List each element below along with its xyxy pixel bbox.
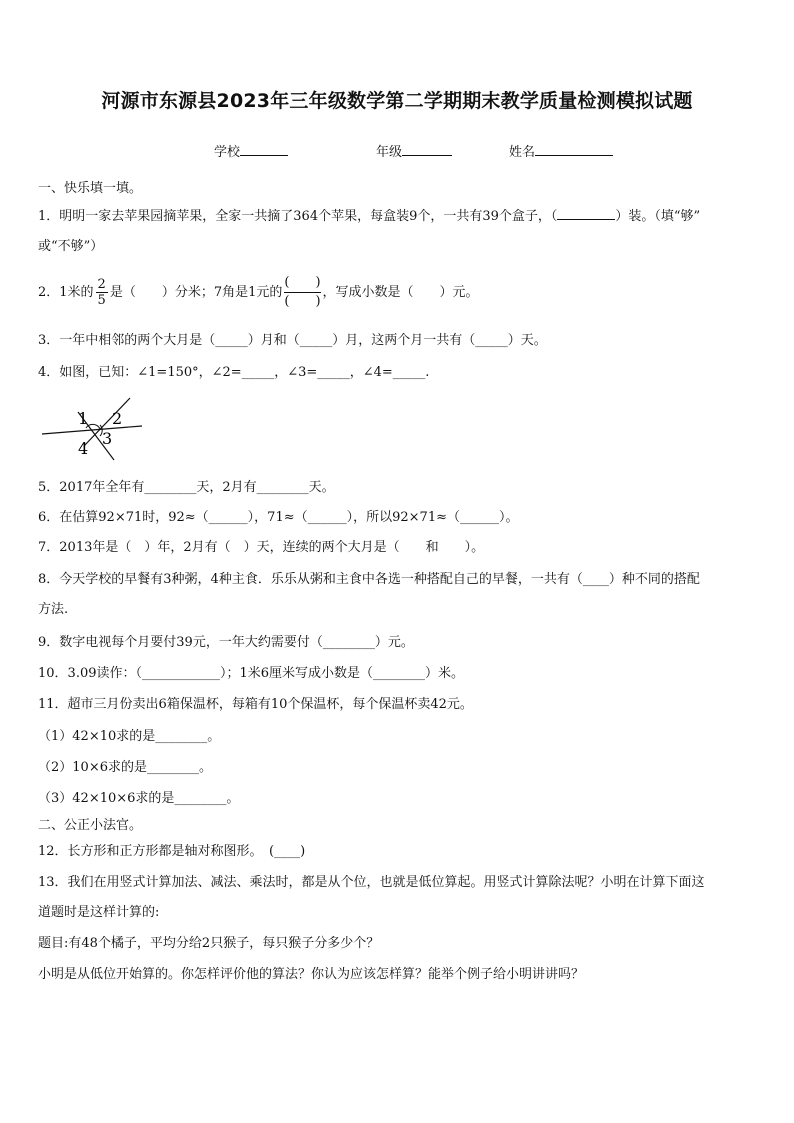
angle-label-4: 4 (78, 439, 89, 458)
name-field (509, 141, 613, 160)
blank-fraction[interactable] (284, 274, 320, 311)
angle-label-1: 1 (78, 409, 89, 428)
question-9: 9．数字电视每个月要付39元，一年大约需要付（________）元。 (38, 635, 414, 650)
question-13-prompt: 小明是从低位开始算的。你怎样评价他的算法？你认为应该怎样算？能举个例子给小明讲讲吗？ (38, 967, 585, 982)
school-label: 学校 (214, 145, 241, 160)
question-1-cont: 或“不够”） (38, 239, 104, 254)
question-13-problem: 题目:有48个橘子，平均分给2只猴子，每只猴子分多少个？ (38, 936, 380, 951)
grade-field (376, 141, 452, 160)
question-6: 6．在估算92×71时，92≈（______），71≈（______），所以92×71≈（______）。 (38, 510, 519, 525)
blank-fraction-numerator: ( ) (284, 274, 320, 293)
grade-blank[interactable] (402, 142, 452, 156)
angle-label-2: 2 (112, 409, 123, 428)
question-8: 8．今天学校的早餐有3种粥，4种主食．乐乐从粥和主食中各选一种搭配自己的早餐，一共有（____）种不同的搭配 (38, 572, 700, 587)
question-1-text-a: 1．明明一家去苹果园摘苹果，全家一共摘了364个苹果，每盒装9个，一共有39个盒子，（ (38, 209, 558, 224)
question-11-part-2: （2）10×6求的是________。 (38, 760, 212, 775)
question-12: 12．长方形和正方形都是轴对称图形。 (____) (38, 844, 306, 859)
fraction-denominator: 5 (97, 293, 106, 308)
question-13: 13．我们在用竖式计算加法、减法、乘法时，都是从个位，也就是低位算起。用竖式计算除法呢？小明在计算下面这 (38, 875, 705, 890)
school-field (214, 141, 288, 160)
question-3: 3．一年中相邻的两个大月是（_____）月和（_____）月，这两个月一共有（_____）天。 (38, 333, 547, 348)
fraction-two-fifths (96, 277, 108, 308)
question-5: 5．2017年全年有________天，2月有________天。 (38, 480, 335, 495)
section-1-heading: 一、快乐填一填。 (38, 181, 143, 196)
question-1 (38, 206, 700, 227)
question-2-text-a: 2．1米的 (38, 285, 94, 300)
question-1-text-b: ）装。（填“够” (615, 209, 701, 224)
question-2-text-c: ，写成小数是（ ）元。 (322, 285, 479, 300)
name-label: 姓名 (509, 145, 536, 160)
question-7: 7．2013年是（ ）年，2月有（ ）天，连续的两个大月是（ 和 ）。 (38, 540, 485, 555)
intersecting-lines-figure (38, 396, 148, 462)
grade-label: 年级 (376, 145, 403, 160)
question-8-cont: 方法. (38, 602, 69, 617)
question-13-cont: 道题时是这样计算的: (38, 905, 160, 920)
page-title: 河源市东源县2023年三年级数学第二学期期末教学质量检测模拟试题 (101, 90, 693, 112)
question-2 (38, 270, 479, 316)
question-1-blank[interactable] (557, 206, 615, 220)
name-blank[interactable] (535, 142, 613, 156)
school-blank[interactable] (240, 142, 288, 156)
question-4: 4．如图，已知：∠1=150°，∠2=_____，∠3=_____，∠4=_____. (38, 365, 430, 380)
angle-label-3: 3 (102, 429, 113, 448)
question-11: 11．超市三月份卖出6箱保温杯，每箱有10个保温杯，每个保温杯卖42元。 (38, 697, 473, 712)
question-2-text-b: 是（ ）分米；7角是1元的 (109, 285, 283, 300)
question-11-part-1: （1）42×10求的是________。 (38, 729, 221, 744)
section-2-heading: 二、公正小法官。 (38, 818, 143, 833)
blank-fraction-denominator: ( ) (284, 294, 321, 309)
fraction-numerator: 2 (97, 277, 106, 292)
question-10: 10．3.09读作：（____________）；1米6厘米写成小数是（________）米。 (38, 666, 465, 681)
question-11-part-3: （3）42×10×6求的是________。 (38, 791, 240, 806)
